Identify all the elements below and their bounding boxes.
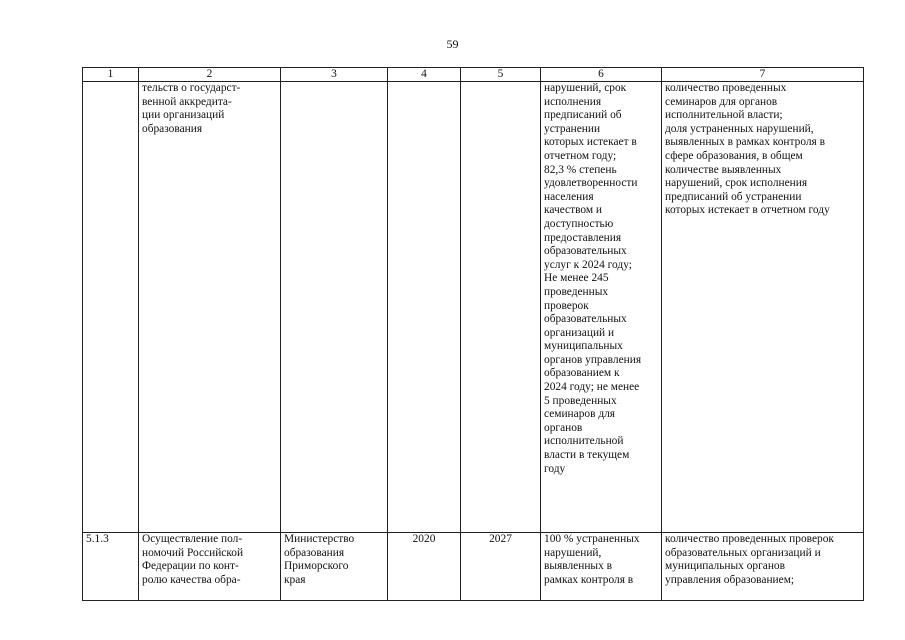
cell-number xyxy=(83,82,139,533)
cell-number: 5.1.3 xyxy=(83,533,139,601)
table-header-row xyxy=(83,68,864,82)
column-header: 1 xyxy=(83,68,139,82)
column-header: 2 xyxy=(139,68,281,82)
table-row xyxy=(83,533,864,601)
cell-expected-result: нарушений, срок исполнения предписаний об устранении которых истекает в отчетном году; 82,3 % степень удовлетворенности населения качеством и доступностью предоставления образовательных услуг к 2024 году; Не менее 245 проведенных проверок образовательных организаций и муниципальных органов управления образованием к 2024 году; не менее 5 проведенных семинаров для органов исполнительной власти в текущем году xyxy=(541,82,662,533)
column-header: 4 xyxy=(388,68,461,82)
cell-end-year: 2027 xyxy=(461,533,541,601)
cell-indicator: количество проведенных семинаров для органов исполнительной власти; доля устраненных нарушений, выявленных в рамках контроля в сфере образования, в общем количестве выявленных нарушений, срок исполнения предписаний об устранении которых истекает в отчетном году xyxy=(662,82,864,533)
column-header: 5 xyxy=(461,68,541,82)
program-table xyxy=(82,67,864,601)
column-header: 6 xyxy=(541,68,662,82)
column-header: 3 xyxy=(281,68,388,82)
column-header: 7 xyxy=(662,68,864,82)
cell-start-year: 2020 xyxy=(388,533,461,601)
cell-start-year xyxy=(388,82,461,533)
cell-executor: Министерство образования Приморского края xyxy=(281,533,388,601)
page-number: 59 xyxy=(446,37,459,51)
cell-measure-name: тельств о государст- венной аккредита- ции организаций образования xyxy=(139,82,281,533)
cell-measure-name: Осуществление пол- номочий Российской Федерации по конт- ролю качества обра- xyxy=(139,533,281,601)
cell-expected-result: 100 % устраненных нарушений, выявленных в рамках контроля в xyxy=(541,533,662,601)
cell-indicator: количество проведенных проверок образовательных организаций и муниципальных органов управления образованием; xyxy=(662,533,864,601)
cell-end-year xyxy=(461,82,541,533)
table-row xyxy=(83,82,864,533)
cell-executor xyxy=(281,82,388,533)
